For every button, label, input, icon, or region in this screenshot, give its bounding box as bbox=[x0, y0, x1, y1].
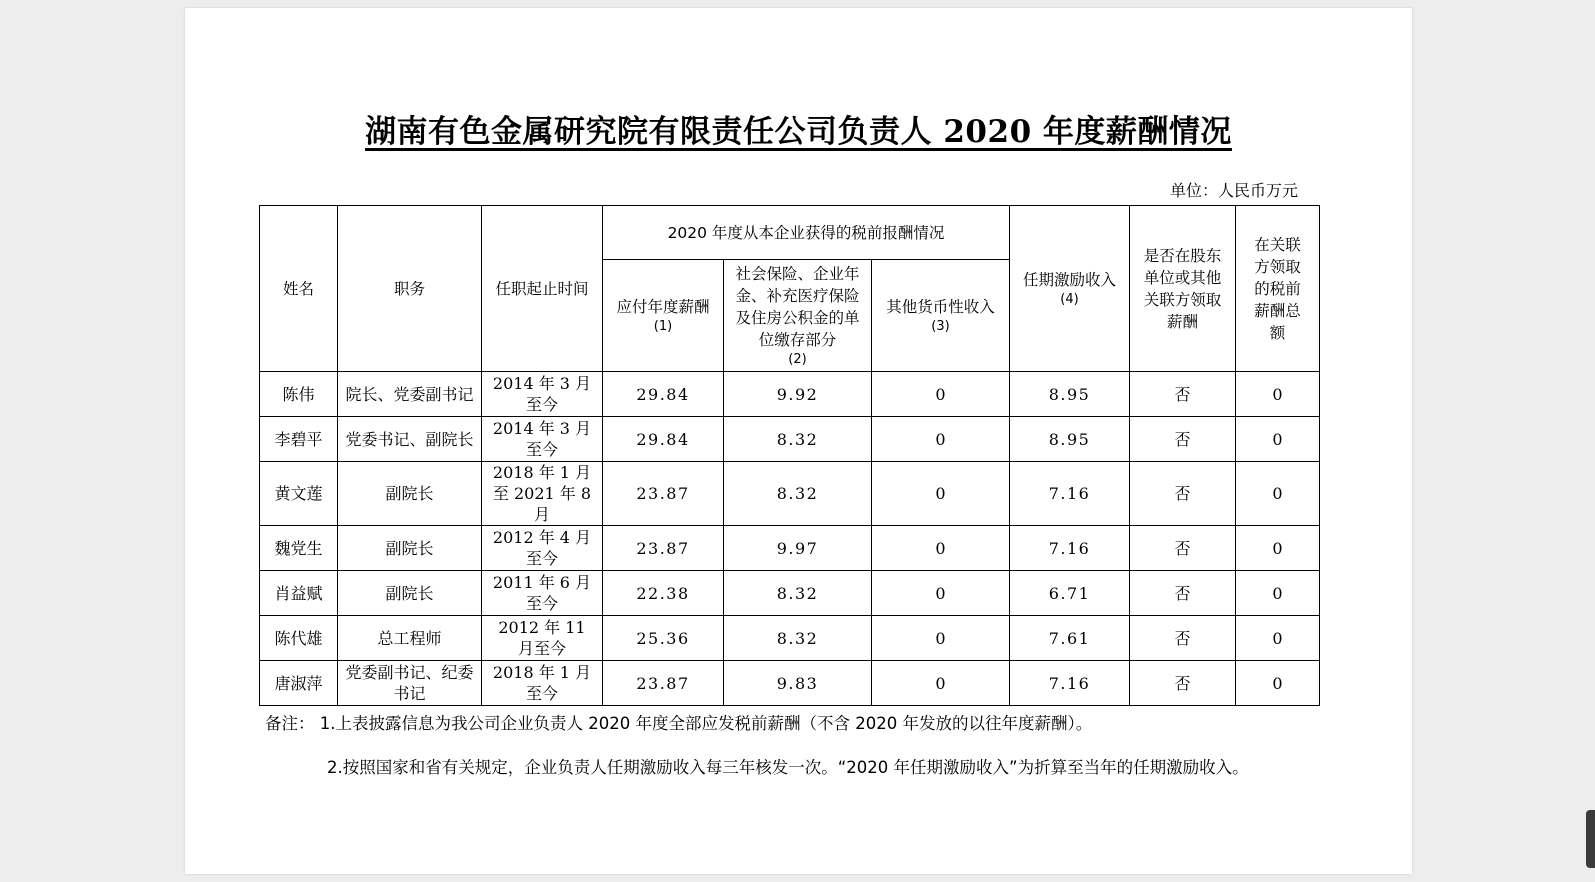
cell-position: 党委副书记、纪委书记 bbox=[338, 661, 482, 706]
cell-insurance: 9.97 bbox=[724, 526, 872, 571]
cell-salary: 23.87 bbox=[603, 526, 724, 571]
header-term: 任职起止时间 bbox=[482, 206, 603, 372]
cell-name: 陈代雄 bbox=[260, 616, 338, 661]
cell-incentive: 8.95 bbox=[1010, 417, 1130, 462]
page-title: 湖南有色金属研究院有限责任公司负责人 2020 年度薪酬情况 bbox=[365, 114, 1232, 150]
cell-other-income: 0 bbox=[872, 616, 1010, 661]
cell-incentive: 8.95 bbox=[1010, 372, 1130, 417]
cell-salary: 29.84 bbox=[603, 417, 724, 462]
cell-name: 唐淑萍 bbox=[260, 661, 338, 706]
document-page bbox=[185, 8, 1412, 874]
cell-insurance: 8.32 bbox=[724, 417, 872, 462]
table-row bbox=[260, 526, 1320, 571]
cell-other-income: 0 bbox=[872, 372, 1010, 417]
cell-related-total: 0 bbox=[1236, 526, 1320, 571]
cell-insurance: 9.92 bbox=[724, 372, 872, 417]
header-name: 姓名 bbox=[260, 206, 338, 372]
cell-shareholder: 否 bbox=[1130, 616, 1236, 661]
cell-term: 2018 年 1 月至 2021 年 8 月 bbox=[482, 462, 603, 526]
table-row bbox=[260, 417, 1320, 462]
cell-name: 李碧平 bbox=[260, 417, 338, 462]
cell-insurance: 9.83 bbox=[724, 661, 872, 706]
cell-name: 肖益赋 bbox=[260, 571, 338, 616]
cell-name: 陈伟 bbox=[260, 372, 338, 417]
table-row bbox=[260, 372, 1320, 417]
cell-shareholder: 否 bbox=[1130, 661, 1236, 706]
cell-salary: 23.87 bbox=[603, 462, 724, 526]
cell-related-total: 0 bbox=[1236, 616, 1320, 661]
cell-incentive: 7.61 bbox=[1010, 616, 1130, 661]
cell-shareholder: 否 bbox=[1130, 526, 1236, 571]
scrollbar-thumb[interactable] bbox=[1586, 810, 1595, 868]
compensation-table bbox=[259, 205, 1320, 706]
cell-shareholder: 否 bbox=[1130, 417, 1236, 462]
cell-incentive: 7.16 bbox=[1010, 661, 1130, 706]
cell-term: 2012 年 4 月至今 bbox=[482, 526, 603, 571]
cell-related-total: 0 bbox=[1236, 661, 1320, 706]
unit-label: 单位：人民币万元 bbox=[1170, 181, 1299, 200]
cell-incentive: 7.16 bbox=[1010, 462, 1130, 526]
cell-salary: 23.87 bbox=[603, 661, 724, 706]
header-salary: 应付年度薪酬 (1) bbox=[603, 260, 724, 372]
cell-salary: 29.84 bbox=[603, 372, 724, 417]
cell-term: 2011 年 6 月至今 bbox=[482, 571, 603, 616]
table-row bbox=[260, 462, 1320, 526]
cell-position: 副院长 bbox=[338, 571, 482, 616]
note-1: 备注： 1.上表披露信息为我公司企业负责人 2020 年度全部应发税前薪酬（不含 2020 年发放的以往年度薪酬）。 bbox=[265, 714, 1093, 733]
cell-position: 党委书记、副院长 bbox=[338, 417, 482, 462]
header-incentive: 任期激励收入 (4) bbox=[1010, 206, 1130, 372]
cell-salary: 25.36 bbox=[603, 616, 724, 661]
table-row bbox=[260, 616, 1320, 661]
cell-position: 副院长 bbox=[338, 526, 482, 571]
cell-term: 2012 年 11 月至今 bbox=[482, 616, 603, 661]
cell-shareholder: 否 bbox=[1130, 571, 1236, 616]
note-2: 2.按照国家和省有关规定，企业负责人任期激励收入每三年核发一次。“2020 年任期激励收入”为折算至当年的任期激励收入。 bbox=[327, 758, 1249, 777]
cell-position: 副院长 bbox=[338, 462, 482, 526]
header-position: 职务 bbox=[338, 206, 482, 372]
table-row bbox=[260, 571, 1320, 616]
cell-position: 总工程师 bbox=[338, 616, 482, 661]
header-other-income: 其他货币性收入 (3) bbox=[872, 260, 1010, 372]
cell-related-total: 0 bbox=[1236, 372, 1320, 417]
cell-other-income: 0 bbox=[872, 571, 1010, 616]
cell-name: 黄文莲 bbox=[260, 462, 338, 526]
cell-related-total: 0 bbox=[1236, 571, 1320, 616]
header-shareholder: 是否在股东单位或其他关联方领取薪酬 bbox=[1130, 206, 1236, 372]
header-insurance: 社会保险、企业年金、补充医疗保险及住房公积金的单位缴存部分 (2) bbox=[724, 260, 872, 372]
cell-shareholder: 否 bbox=[1130, 462, 1236, 526]
cell-related-total: 0 bbox=[1236, 417, 1320, 462]
cell-term: 2014 年 3 月至今 bbox=[482, 372, 603, 417]
header-related-total: 在关联方领取的税前薪酬总额 bbox=[1236, 206, 1320, 372]
cell-insurance: 8.32 bbox=[724, 616, 872, 661]
cell-other-income: 0 bbox=[872, 462, 1010, 526]
table-row bbox=[260, 661, 1320, 706]
cell-insurance: 8.32 bbox=[724, 571, 872, 616]
cell-salary: 22.38 bbox=[603, 571, 724, 616]
cell-term: 2014 年 3 月至今 bbox=[482, 417, 603, 462]
cell-position: 院长、党委副书记 bbox=[338, 372, 482, 417]
cell-incentive: 7.16 bbox=[1010, 526, 1130, 571]
cell-related-total: 0 bbox=[1236, 462, 1320, 526]
cell-incentive: 6.71 bbox=[1010, 571, 1130, 616]
cell-other-income: 0 bbox=[872, 661, 1010, 706]
cell-shareholder: 否 bbox=[1130, 372, 1236, 417]
cell-name: 魏党生 bbox=[260, 526, 338, 571]
header-pretax-group: 2020 年度从本企业获得的税前报酬情况 bbox=[603, 206, 1010, 260]
cell-insurance: 8.32 bbox=[724, 462, 872, 526]
header-row bbox=[260, 206, 1320, 260]
cell-other-income: 0 bbox=[872, 526, 1010, 571]
cell-term: 2018 年 1 月至今 bbox=[482, 661, 603, 706]
cell-other-income: 0 bbox=[872, 417, 1010, 462]
